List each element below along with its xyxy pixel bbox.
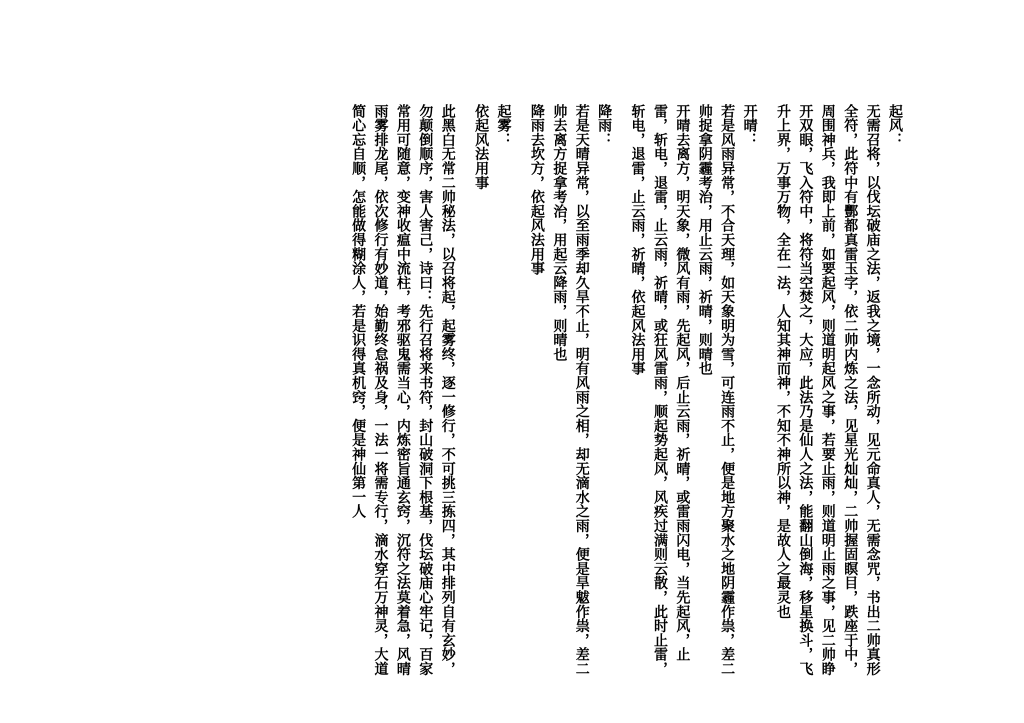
section-heading: 开晴： — [741, 104, 758, 147]
section-heading: 起雾： — [495, 104, 512, 147]
text-line: 开晴去离方，明天象，微风有雨，先起风，后止云雨，祈晴，或雷雨闪电，当先起风，止 — [674, 104, 691, 662]
section-heading: 起风： — [887, 104, 903, 147]
text-line: 开双眼，飞入符中，将符当空焚之，大应，此法乃是仙人之法，能翻山倒海，移星换斗，飞 — [797, 104, 814, 676]
text-line: 若是天晴异常，以至雨季却久旱不止，明有风雨之相，却无滴水之雨，便是旱魃作祟，差二 — [573, 104, 590, 676]
text-line: 此黑白无常二帅秘法，以召将起，起雾终，逐一修行，不可挑三拣四，其中排列自有玄妙， — [439, 104, 456, 676]
text-line: 帅捉拿阴霾考治，用止云雨，祈晴，则晴也 — [696, 104, 713, 376]
section-gap — [515, 104, 526, 624]
document-text — [347, 104, 906, 676]
text-line: 周围神兵，我即上前，如要起风，则道明起风之事，若要止雨，则道明止雨之事，见二帅睁 — [819, 104, 836, 676]
text-line: 勿颠倒顺序，害人害己，诗曰：先行召将来书符，封山破洞下根基，伐坛破庙心牢记，百家 — [417, 104, 434, 676]
section-gap — [761, 104, 772, 624]
text-line: 无需召将，以伐坛破庙之法，返我之境，一念所动，见元命真人，无需念咒，书出二帅真形 — [864, 104, 881, 676]
text-line: 升上界，万事万物，全在一法，人知其神而神，不知不神所以神，是故人之最灵也 — [774, 104, 791, 619]
text-line: 雷，斩电，退雷，止云雨，祈晴，或狂风雷雨，顺起势起风，风疾过满则云散，此时止雷， — [651, 104, 668, 676]
text-line: 依起风法用事 — [473, 104, 490, 190]
section-gap — [615, 104, 626, 624]
section-gap — [459, 104, 470, 624]
text-line: 全符，此符中有酆都真雷玉字，依二帅内炼之法，见星光灿灿，二帅握固瞑目，跌座于中， — [842, 104, 859, 676]
text-line: 常用可随意，变神收瘟中流柱，考邪驱鬼需当心，内炼密旨通玄窍，沉符之法莫着急，风晴 — [394, 104, 411, 676]
text-line: 降雨去坎方，依起风法用事 — [528, 104, 545, 276]
text-line: 雨雾排龙尾，依次修行有妙道，始勤终怠祸及身，一法一将需专行，滴水穿石万神灵，大道 — [372, 104, 389, 676]
text-line: 简心忘自顺，怎能做得糊涂人，若是识得真机窍，便是神仙第一人 — [350, 104, 367, 519]
text-line: 斩电，退雷，止云雨，祈晴，依起风法用事 — [629, 104, 646, 376]
section-heading: 降雨： — [596, 104, 613, 147]
text-line: 若是风雨异常，不合天理，如天象明为雪，可连雨不止，便是地方聚水之地阴霾作祟，差二 — [719, 104, 736, 676]
text-line: 帅去离方捉拿考治，用起云降雨，则晴也 — [551, 104, 568, 362]
